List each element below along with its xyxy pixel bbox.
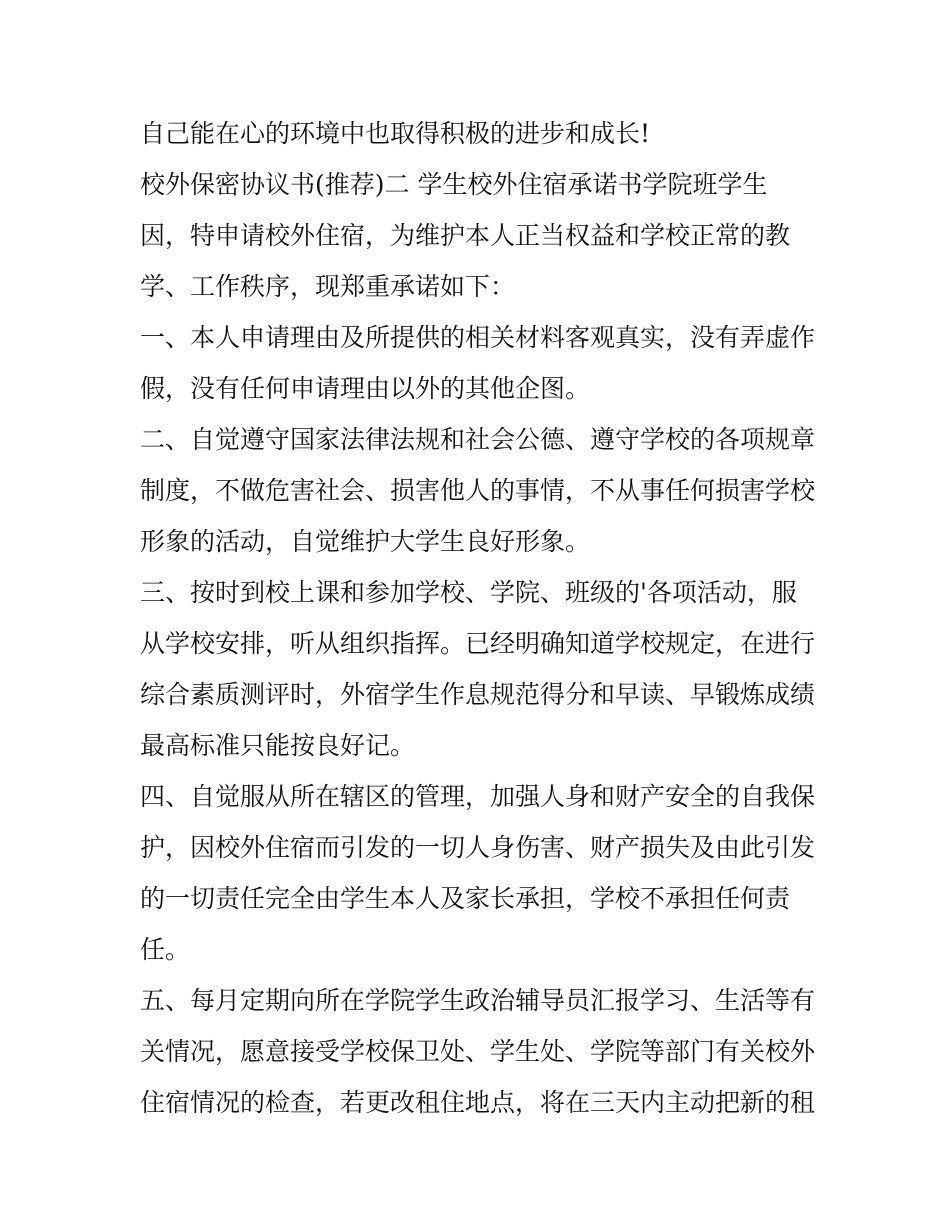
text-line: 四、自觉服从所在辖区的管理，加强人身和财产安全的自我保 — [140, 782, 816, 811]
text-line: 最高标准只能按良好记。 — [140, 731, 416, 760]
document-body — [140, 108, 820, 1128]
text-line: 校外保密协议书(推荐)二 学生校外住宿承诺书学院班学生 — [140, 170, 768, 199]
text-line: 自己能在心的环境中也取得积极的进步和成长! — [140, 119, 651, 148]
text-line: 综合素质测评时，外宿学生作息规范得分和早读、早锻炼成绩 — [140, 680, 816, 709]
text-line: 从学校安排，听从组织指挥。已经明确知道学校规定，在进行 — [140, 629, 816, 658]
text-line: 五、每月定期向所在学院学生政治辅导员汇报学习、生活等有 — [140, 986, 816, 1015]
text-line: 的一切责任完全由学生本人及家长承担，学校不承担任何责 — [140, 884, 791, 913]
text-line: 护，因校外住宿而引发的一切人身伤害、财产损失及由此引发 — [140, 833, 816, 862]
text-line: 假，没有任何申请理由以外的其他企图。 — [140, 374, 591, 403]
text-line: 三、按时到校上课和参加学校、学院、班级的'各项活动，服 — [140, 578, 797, 607]
text-line: 关情况，愿意接受学校保卫处、学生处、学院等部门有关校外 — [140, 1037, 816, 1066]
text-line: 形象的活动，自觉维护大学生良好形象。 — [140, 527, 591, 556]
text-line: 二、自觉遵守国家法律法规和社会公德、遵守学校的各项规章 — [140, 425, 816, 454]
text-line: 任。 — [140, 935, 191, 964]
text-line: 一、本人申请理由及所提供的相关材料客观真实，没有弄虚作 — [140, 323, 816, 352]
text-line: 住宿情况的检查，若更改租住地点，将在三天内主动把新的租 — [140, 1088, 816, 1117]
text-line: 学、工作秩序，现郑重承诺如下： — [140, 272, 516, 301]
text-line: 因，特申请校外住宿，为维护本人正当权益和学校正常的教 — [140, 221, 791, 250]
text-line: 制度，不做危害社会、损害他人的事情，不从事任何损害学校 — [140, 476, 816, 505]
